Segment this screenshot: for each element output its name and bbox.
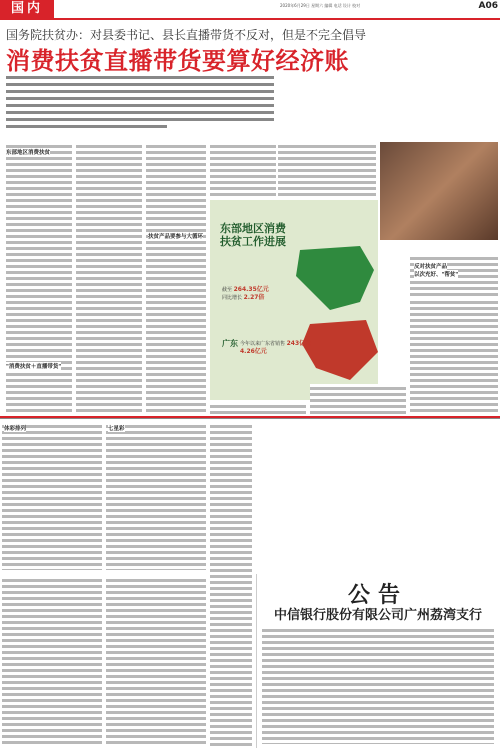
notice-title: 公告 <box>347 583 408 608</box>
infobox-label: 同比增长 <box>222 295 243 301</box>
section-heading: 扶贫产品要参与大循环 <box>148 234 204 240</box>
map-region-east <box>296 246 374 310</box>
lottery-results-4 <box>106 576 206 746</box>
infobox-label: 截至 <box>222 287 233 293</box>
infobox-value: 2.27倍 <box>243 294 265 301</box>
lottery-results-2 <box>106 422 206 570</box>
infobox-text-1 <box>222 286 306 302</box>
masthead <box>0 0 500 18</box>
body-column-3 <box>146 142 206 412</box>
header-rule <box>0 18 500 20</box>
article-photo <box>380 142 498 240</box>
article-headline: 消费扶贫直播带货要算好经济账 <box>6 47 349 75</box>
infobox-title: 东部地区消费扶贫工作进展 <box>220 222 286 248</box>
infobox-label: 今年以来广东省销售 <box>240 341 286 347</box>
map-graphic <box>290 240 380 390</box>
body-column-4 <box>210 142 276 198</box>
section-tag: 国内 <box>0 0 54 18</box>
lottery-results-3 <box>2 576 102 746</box>
body-column-7 <box>410 298 498 412</box>
page-number: A06 <box>478 1 498 11</box>
section-heading: 以次充好、"帮贫" <box>414 272 459 278</box>
infobox-region: 广东 <box>222 339 238 348</box>
section-heading: 东部地区消费扶贫 <box>6 150 51 156</box>
article-subtitle: 国务院扶贫办：对县委书记、县长直播带货不反对，但是不完全倡导 <box>6 28 367 42</box>
notice-company: 中信银行股份有限公司广州荔湾支行 <box>273 608 482 623</box>
lottery-results-1 <box>2 422 102 570</box>
section-heading: "消费扶贫＋直播带货" <box>6 364 62 370</box>
infobox-text-2 <box>240 340 322 356</box>
lottery-results-5 <box>210 422 252 746</box>
section-heading: 反对扶贫产品 <box>414 264 448 270</box>
body-column-1 <box>6 142 72 412</box>
lottery-heading: 七星彩 <box>108 426 125 432</box>
page-meta: 2020年6月29日 星期六 编辑 电话 设计 校对 <box>280 3 361 8</box>
section-divider-thin <box>0 418 500 419</box>
infobox-value: 4.26亿元 <box>240 348 267 355</box>
lottery-heading: 体彩排列 <box>4 426 27 432</box>
lead-paragraph <box>6 76 274 138</box>
infobox-value: 264.35亿元 <box>233 286 269 293</box>
notice-body <box>262 626 494 744</box>
body-column-2 <box>76 142 142 412</box>
body-column-8 <box>210 402 306 414</box>
body-column-9 <box>310 384 406 414</box>
infobox-value: 243亿元 <box>286 340 312 347</box>
body-column-5 <box>278 142 376 198</box>
